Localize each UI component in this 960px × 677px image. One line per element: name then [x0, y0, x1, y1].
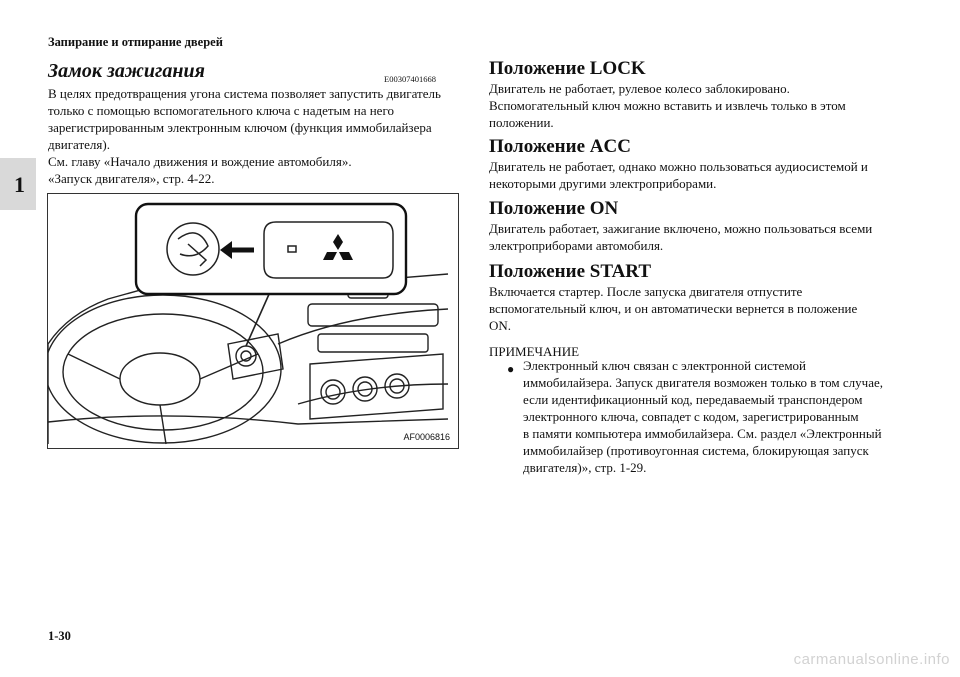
note-line: иммобилайзер (противоугонная система, блокирующая запуск [523, 443, 869, 458]
note-line: двигателя)», стр. 1-29. [523, 460, 647, 475]
position-line: положении. [489, 115, 554, 130]
note-line: электронного ключа, совпадет с кодом, зарегистрированным [523, 409, 859, 424]
note-line: если идентификационный код, передаваемый транспондером [523, 392, 863, 407]
position-line: вспомогательный ключ, и он автоматически вернется в положение [489, 301, 858, 316]
position-line: ON. [489, 318, 512, 333]
position-on [489, 198, 909, 254]
ignition-illustration [47, 193, 459, 449]
position-line: Двигатель не работает, однако можно пользоваться аудиосистемой и [489, 159, 868, 174]
position-title: Положение START [489, 261, 652, 282]
page-number: 1-30 [48, 629, 71, 643]
position-line: Двигатель не работает, рулевое колесо заблокировано. [489, 81, 790, 96]
section-intro [48, 85, 463, 187]
position-line: Вспомогательный ключ можно вставить и извлечь только в этом [489, 98, 846, 113]
position-title: Положение ON [489, 198, 619, 219]
position-line: электроприборами автомобиля. [489, 238, 664, 253]
figure-code: AF0006816 [403, 432, 450, 442]
running-header: Запирание и отпирание дверей [48, 35, 223, 49]
note-line: иммобилайзера. Запуск двигателя возможен только в том случае, [523, 375, 883, 390]
position-title: Положение ACC [489, 136, 631, 157]
section-title: Замок зажигания [48, 60, 205, 82]
note-title: ПРИМЕЧАНИЕ [489, 344, 580, 359]
bullet-icon: ● [507, 362, 515, 376]
intro-line: зарегистрированным электронным ключом (функция иммобилайзера [48, 120, 432, 135]
note-line: Электронный ключ связан с электронной системой [523, 358, 807, 373]
note-line: в памяти компьютера иммобилайзера. См. раздел «Электронный [523, 426, 882, 441]
intro-line: двигателя). [48, 137, 110, 152]
position-lock [489, 58, 909, 131]
intro-line: только с помощью вспомогательного ключа с надетым на него [48, 103, 394, 118]
dashboard-drawing [48, 194, 458, 448]
intro-line: «Запуск двигателя», стр. 4-22. [48, 171, 215, 186]
position-start [489, 261, 909, 334]
chapter-number: 1 [14, 172, 25, 197]
position-title: Положение LOCK [489, 58, 646, 79]
intro-line: В целях предотвращения угона система позволяет запустить двигатель [48, 86, 441, 101]
watermark: carmanualsonline.info [793, 651, 950, 668]
position-line: Включается стартер. После запуска двигателя отпустите [489, 284, 803, 299]
position-line: Двигатель работает, зажигание включено, можно пользоваться всеми [489, 221, 873, 236]
position-acc [489, 136, 909, 192]
intro-line: См. главу «Начало движения и вождение автомобиля». [48, 154, 352, 169]
section-code: E00307401668 [384, 74, 436, 84]
position-line: некоторыми другими электроприборами. [489, 176, 717, 191]
note-text [523, 357, 918, 476]
